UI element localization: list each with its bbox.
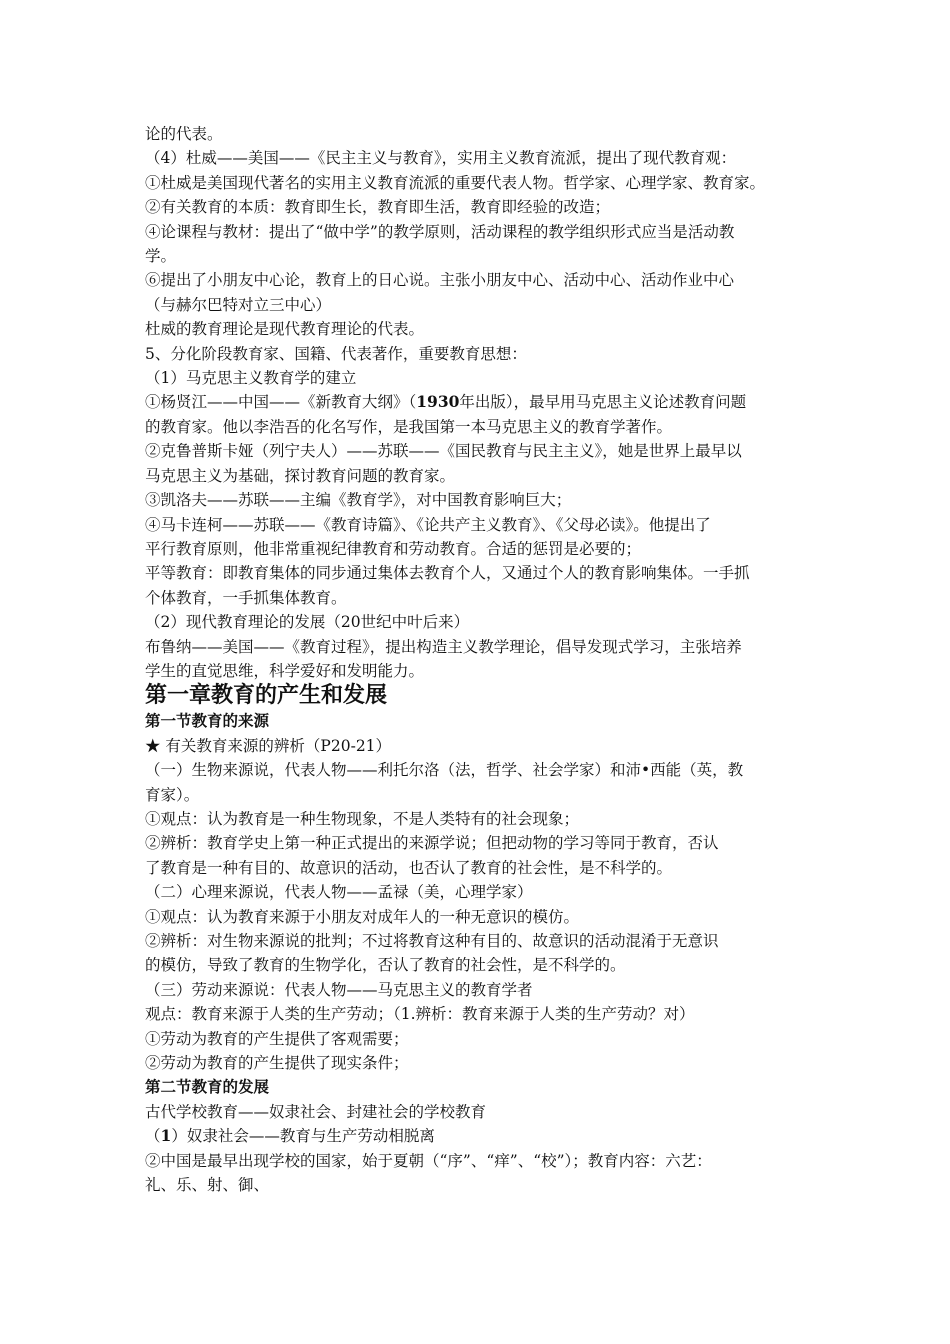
text-line: 论的代表。 — [145, 125, 223, 143]
text-line: ①杜威是美国现代著名的实用主义教育流派的重要代表人物。哲学家、心理学家、教育家。 — [145, 173, 766, 192]
text-line: （三）劳动来源说：代表人物——马克思主义的教育学者 — [145, 980, 533, 999]
text-line: 个体教育，一手抓集体教育。 — [145, 588, 347, 607]
text-line: 马克思主义为基础，探讨教育问题的教育家。 — [145, 466, 456, 485]
document-body — [145, 122, 815, 1197]
text-line — [145, 390, 815, 414]
text-line: （2）现代教育理论的发展（20世纪中叶后来） — [145, 613, 470, 632]
chapter-heading: 第一章教育的产生和发展 — [145, 683, 388, 709]
text-line — [145, 1124, 815, 1148]
item-number: 1 — [160, 1126, 172, 1146]
text-line: ②克鲁普斯卡娅（列宁夫人）——苏联——《国民教育与民主主义》，她是世界上最早以 — [145, 442, 742, 461]
section-heading: 第一节教育的来源 — [145, 711, 270, 731]
text-line: 平行教育原则，他非常重视纪律教育和劳动教育。合适的惩罚是必要的； — [145, 539, 642, 558]
text-line: ②有关教育的本质：教育即生长，教育即生活，教育即经验的改造； — [145, 198, 611, 217]
text-line: ①劳动为教育的产生提供了客观需要； — [145, 1029, 409, 1048]
text-line: 礼、乐、射、御、 — [145, 1176, 270, 1195]
text-line: 的模仿，导致了教育的生物学化，否认了教育的社会性，是不科学的。 — [145, 956, 626, 975]
text-run: （ — [145, 1127, 161, 1146]
text-line: （4）杜威——美国——《民主主义与教育》，实用主义教育流派，提出了现代教育观： — [145, 149, 737, 168]
section-heading: 第二节教育的发展 — [145, 1077, 270, 1097]
year-number: 1930 — [416, 392, 460, 412]
text-line: ②中国是最早出现学校的国家，始于夏朝（“序”、“痒”、“校”）；教育内容：六艺： — [145, 1151, 712, 1170]
text-line: ③凯洛夫——苏联——主编《教育学》，对中国教育影响巨大； — [145, 491, 572, 510]
text-line: ①观点：认为教育来源于小朋友对成年人的一种无意识的模仿。 — [145, 907, 580, 926]
text-line: ②辨析：对生物来源说的批判；不过将教育这种有目的、故意识的活动混淆于无意识 — [145, 932, 719, 950]
text-run: ）奴隶社会——教育与生产劳动相脱离 — [171, 1127, 435, 1146]
text-line: 了教育是一种有目的、故意识的活动，也否认了教育的社会性，是不科学的。 — [145, 858, 673, 877]
text-line: 育家）。 — [145, 785, 200, 804]
text-line: 学。 — [145, 247, 177, 266]
text-line: （1）马克思主义教育学的建立 — [145, 369, 357, 388]
text-line: 观点：教育来源于人类的生产劳动；（1.辨析：教育来源于人类的生产劳动？对） — [145, 1005, 695, 1024]
text-line: ②辨析：教育学史上第一种正式提出的来源学说；但把动物的学习等同于教育，否认 — [145, 834, 719, 853]
text-line: ④论课程与教材：提出了“做中学”的教学原则，活动课程的教学组织形式应当是活动教 — [145, 222, 735, 241]
text-line: ①观点：认为教育是一种生物现象，不是人类特有的社会现象； — [145, 809, 580, 828]
text-line: ④马卡连柯——苏联——《教育诗篇》、《论共产主义教育》、《父母必读》。他提出了 — [145, 515, 711, 534]
text-line: （一）生物来源说，代表人物——利托尔洛（法，哲学、社会学家）和沛•西能（英，教 — [145, 761, 744, 780]
text-run: 年出版），最早用马克思主义论述教育问题 — [459, 393, 747, 412]
text-line: 平等教育：即教育集体的同步通过集体去教育个人，又通过个人的教育影响集体。一手抓 — [145, 564, 750, 583]
text-line: 的教育家。他以李浩吾的化名写作，是我国第一本马克思主义的教育学著作。 — [145, 417, 673, 436]
text-run: ①杨贤江——中国——《新教育大纲》（ — [145, 393, 417, 412]
text-line: 布鲁纳——美国——《教育过程》，提出构造主义教学理论，倡导发现式学习，主张培养 — [145, 637, 742, 656]
text-line: 学生的直觉思维，科学爱好和发明能力。 — [145, 661, 425, 680]
text-line: 杜威的教育理论是现代教育理论的代表。 — [145, 320, 425, 339]
text-line: 5、分化阶段教育家、国籍、代表著作，重要教育思想： — [145, 344, 527, 363]
text-line: ⑥提出了小朋友中心论，教育上的日心说。主张小朋友中心、活动中心、活动作业中心 — [145, 271, 735, 290]
text-line: ★ 有关教育来源的辨析（P20-21） — [145, 736, 392, 755]
text-line: 古代学校教育——奴隶社会、封建社会的学校教育 — [145, 1102, 487, 1121]
text-line: （与赫尔巴特对立三中心） — [145, 295, 332, 314]
text-line: （二）心理来源说，代表人物——孟禄（美，心理学家） — [145, 883, 533, 902]
text-line: ②劳动为教育的产生提供了现实条件； — [145, 1054, 409, 1073]
